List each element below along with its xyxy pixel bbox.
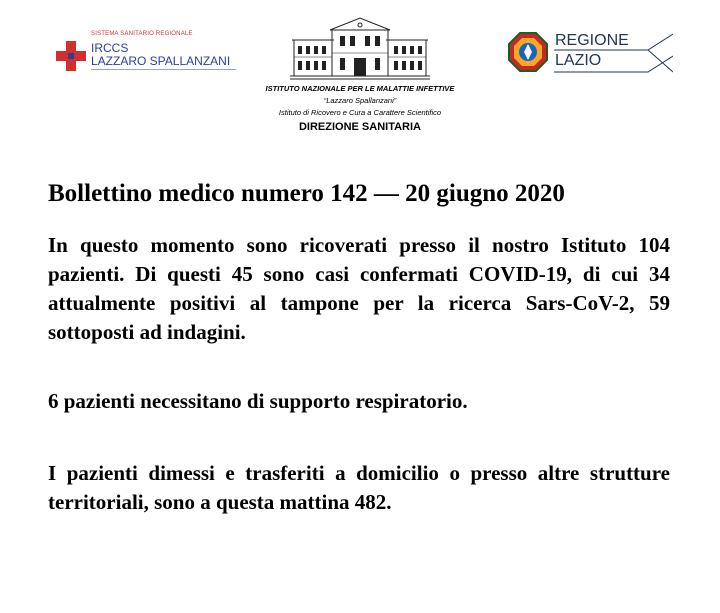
respiratory-support-paragraph: 6 pazienti necessitano di supporto respiratorio. xyxy=(48,389,468,413)
regional-emblem-icon xyxy=(508,32,548,72)
letterhead xyxy=(0,0,720,150)
hospitalized-paragraph: In questo momento sono ricoverati presso il nostro Istituto 104 pazienti. Di questi 45 sono casi confermati COVID-19, di cui 34 attualmente positivi al tampone per la ricerca Sars-CoV-2, 59 sottoposti ad indagini. xyxy=(48,233,670,344)
regione-label: REGIONE xyxy=(555,32,629,49)
medical-cross-icon xyxy=(56,41,86,71)
logo-chevron-lines xyxy=(552,30,673,74)
institute-subtitle: “Lazzaro Spallanzani” xyxy=(323,96,397,105)
logo-underline xyxy=(91,69,236,70)
discharged-paragraph: I pazienti dimessi e trasferiti a domicilio o presso altre strutture territoriali, sono a questa mattina 482. xyxy=(48,461,670,514)
institute-type: Istituto di Ricovero e Cura a Carattere Scientifico xyxy=(278,108,442,117)
hospital-building-icon xyxy=(290,16,430,82)
spallanzani-label: LAZZARO SPALLANZANI xyxy=(91,54,231,68)
lazio-label: LAZIO xyxy=(555,52,602,69)
irccs-spallanzani-logo xyxy=(56,28,246,78)
bulletin-title: Bollettino medico numero 142 — 20 giugno 2020 xyxy=(48,180,565,207)
bulletin-body xyxy=(48,176,670,517)
irccs-label: IRCCS xyxy=(91,41,129,55)
regional-system-label: SISTEMA SANITARIO REGIONALE xyxy=(91,31,193,37)
regione-lazio-logo xyxy=(508,30,673,74)
department-title: DIREZIONE SANITARIA xyxy=(298,121,422,133)
institute-name: ISTITUTO NAZIONALE PER LE MALATTIE INFETTIVE xyxy=(265,84,455,93)
